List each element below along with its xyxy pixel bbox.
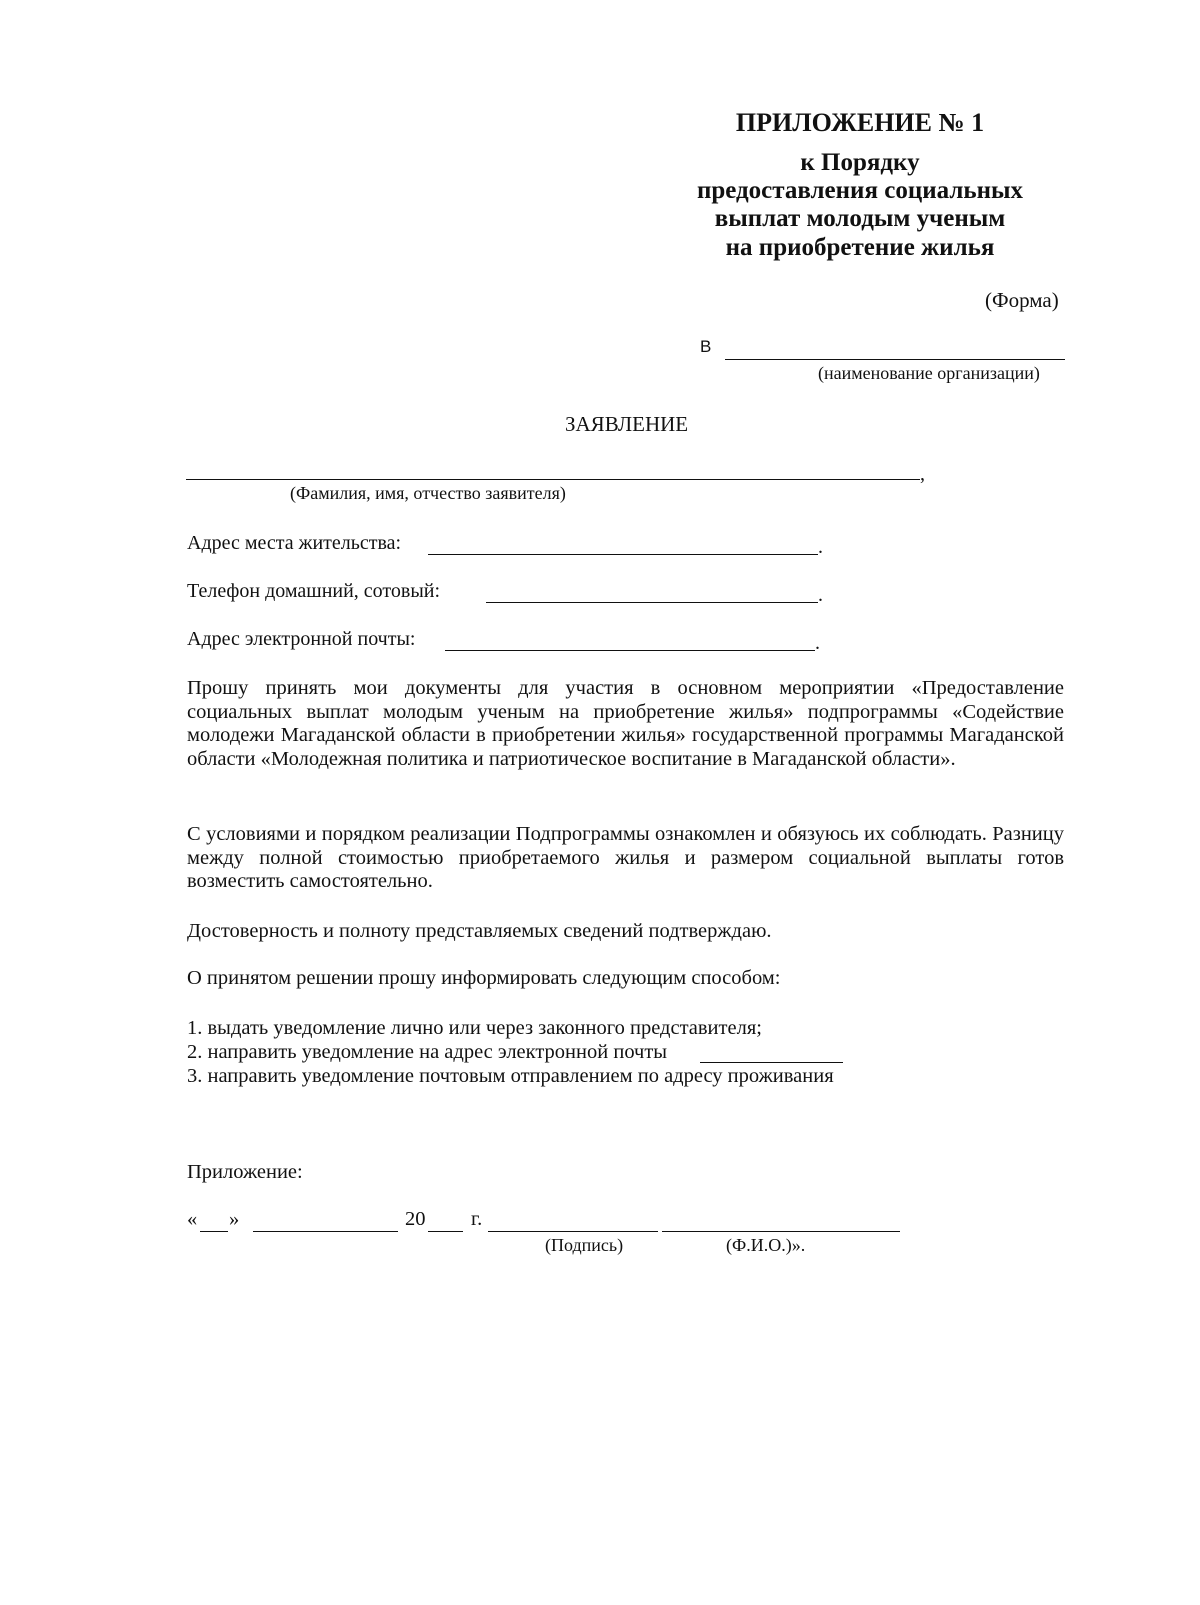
email-field[interactable]: [445, 650, 815, 651]
notification-email-field[interactable]: [700, 1062, 843, 1063]
addressee-prefix: В: [700, 337, 712, 356]
header-line-1: к Порядку: [800, 149, 920, 176]
attachment-label: Приложение:: [187, 1161, 303, 1183]
notification-option-1: 1. выдать уведомление лично или через законного представителя;: [187, 1017, 762, 1039]
date-year-suffix: г.: [471, 1208, 483, 1230]
signature-field[interactable]: [488, 1231, 658, 1232]
organization-name-caption: (наименование организации): [818, 363, 1040, 383]
notification-option-3: 3. направить уведомление почтовым отправлением по адресу проживания: [187, 1065, 834, 1087]
applicant-name-field[interactable]: [186, 479, 920, 480]
residence-address-label: Адрес места жительства:: [187, 532, 402, 554]
form-label: (Форма): [985, 288, 1059, 312]
email-end: .: [815, 632, 820, 654]
residence-address-field[interactable]: [428, 554, 818, 555]
notification-method-paragraph: О принятом решении прошу информировать следующим способом:: [187, 967, 781, 989]
full-name-field[interactable]: [662, 1231, 900, 1232]
phone-field[interactable]: [486, 602, 818, 603]
date-month-field[interactable]: [253, 1231, 398, 1232]
conditions-paragraph: С условиями и порядком реализации Подпрограммы ознакомлен и обязуюсь их соблюдать. Разницу между полной стоимостью приобретаемого жилья и размером социальной выплаты готов возместить самостоятельно.: [187, 823, 1064, 892]
notification-option-2: 2. направить уведомление на адрес электронной почты: [187, 1041, 668, 1063]
applicant-name-comma: ,: [920, 463, 925, 485]
request-paragraph: Прошу принять мои документы для участия в основном мероприятии «Предоставление социальных выплат молодым ученым на приобретение жилья» подпрограммы «Содействие молодежи Магаданской области в приобретении жилья» государственной программы Магаданской области «Молодежная политика и патриотическое воспитание в Магаданской области».: [187, 677, 1064, 770]
organization-name-field[interactable]: [725, 359, 1065, 360]
phone-label: Телефон домашний, сотовый:: [187, 580, 441, 602]
signature-caption: (Подпись): [545, 1235, 624, 1255]
header-line-3: выплат молодым ученым: [714, 205, 1006, 232]
header-line-2: предоставления социальных: [696, 177, 1024, 204]
residence-address-end: .: [818, 536, 823, 558]
date-year-field[interactable]: [428, 1231, 463, 1232]
phone-end: .: [818, 584, 823, 606]
date-year-prefix: 20: [405, 1208, 426, 1230]
date-open-quote: «: [187, 1208, 198, 1230]
confirmation-paragraph: Достоверность и полноту представляемых сведений подтверждаю.: [187, 920, 772, 942]
appendix-title: ПРИЛОЖЕНИЕ № 1: [735, 108, 985, 137]
date-close-quote: »: [229, 1208, 240, 1230]
full-name-caption: (Ф.И.О.)».: [726, 1235, 806, 1255]
applicant-name-caption: (Фамилия, имя, отчество заявителя): [290, 483, 566, 503]
date-day-field[interactable]: [200, 1231, 228, 1232]
document-title: ЗАЯВЛЕНИЕ: [565, 412, 689, 436]
header-line-4: на приобретение жилья: [725, 234, 995, 261]
email-label: Адрес электронной почты:: [187, 628, 416, 650]
